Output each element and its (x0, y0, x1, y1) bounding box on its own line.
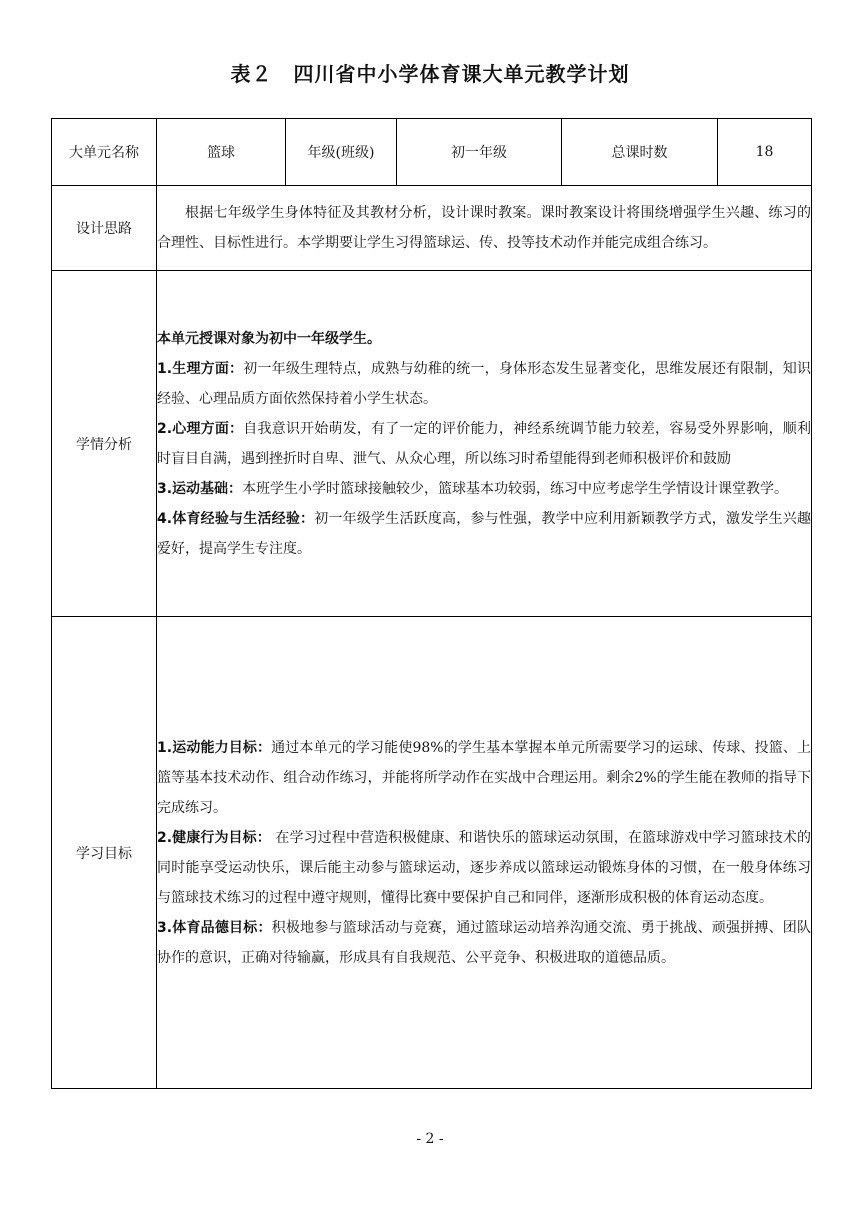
total-hours-value: 18 (718, 119, 812, 186)
design-row (52, 186, 812, 271)
analysis-lead (157, 324, 811, 354)
unit-name-value: 篮球 (157, 119, 286, 186)
unit-name-label: 大单元名称 (52, 119, 157, 186)
teaching-plan-table (51, 118, 812, 1089)
objective-item-title: 1.运动能力目标： (157, 739, 272, 756)
objective-item (157, 913, 811, 973)
analysis-content (157, 271, 812, 617)
analysis-item (157, 474, 811, 504)
objective-item-text: 通过本单元的学习能使98%的学生基本掌握本单元所需要学习的运球、传球、投篮、上篮等基本技术动作、组合动作练习，并能将所学动作在实战中合理运用。剩余2%的学生能在教师的指导下完成练习。 (157, 739, 811, 816)
objectives-label: 学习目标 (52, 617, 157, 1089)
objective-item (157, 823, 811, 913)
analysis-item-text: 初一年级生理特点，成熟与幼稚的统一，身体形态发生显著变化，思维发展还有限制，知识经验、心理品质方面依然保持着小学生状态。 (157, 360, 812, 407)
analysis-label: 学情分析 (52, 271, 157, 617)
analysis-item (157, 504, 811, 564)
analysis-item-text: 初一年级学生活跃度高，参与性强，教学中应利用新颖教学方式，激发学生兴趣爱好，提高学生专注度。 (157, 510, 812, 557)
total-hours-label: 总课时数 (562, 119, 718, 186)
objectives-row (52, 617, 812, 1089)
analysis-item (157, 354, 811, 414)
analysis-item-text: 本班学生小学时篮球接触较少，篮球基本功较弱，练习中应考虑学生学情设计课堂教学。 (242, 480, 789, 497)
objectives-content (157, 617, 812, 1089)
design-text: 根据七年级学生身体特征及其教材分析，设计课时教案。课时教案设计将围绕增强学生兴趣、练习的合理性、目标性进行。本学期要让学生习得篮球运、传、投等技术动作并能完成组合练习。 (157, 205, 811, 251)
analysis-item-title: 4.体育经验与生活经验： (157, 510, 315, 527)
objective-item-text: 在学习过程中营造积极健康、和谐快乐的篮球运动氛围，在篮球游戏中学习篮球技术的同时能享受运动快乐，课后能主动参与篮球运动，逐步养成以篮球运动锻炼身体的习惯，在一般身体练习与篮球技术练习的过程中遵守规则，懂得比赛中要保护自己和同伴，逐渐形成积极的体育运动态度。 (157, 829, 811, 906)
unit-info-row (52, 119, 812, 186)
grade-label: 年级(班级) (286, 119, 397, 186)
analysis-item (157, 414, 811, 474)
design-content (157, 186, 812, 271)
analysis-item-title: 1.生理方面： (157, 360, 244, 377)
grade-value: 初一年级 (397, 119, 562, 186)
page-number: - 2 - (416, 1131, 444, 1147)
design-label: 设计思路 (52, 186, 157, 271)
objective-item-title: 3.体育品德目标： (157, 919, 272, 936)
analysis-item-title: 3.运动基础： (157, 480, 243, 497)
analysis-item-title: 2.心理方面： (157, 420, 244, 437)
analysis-lead-text: 本单元授课对象为初中一年级学生。 (157, 330, 381, 347)
objective-item-text: 积极地参与篮球活动与竞赛，通过篮球运动培养沟通交流、勇于挑战、顽强拼搏、团队协作的意识，正确对待输赢，形成具有自我规范、公平竞争、积极进取的道德品质。 (157, 919, 812, 966)
objective-item-title: 2.健康行为目标： (157, 829, 271, 846)
objective-item (157, 733, 811, 823)
analysis-row (52, 271, 812, 617)
page-title: 表２ 四川省中小学体育课大单元教学计划 (230, 62, 630, 86)
analysis-item-text: 自我意识开始萌发，有了一定的评价能力，神经系统调节能力较差，容易受外界影响，顺利时盲目自满，遇到挫折时自卑、泄气、从众心理，所以练习时希望能得到老师积极评价和鼓励 (157, 420, 812, 467)
